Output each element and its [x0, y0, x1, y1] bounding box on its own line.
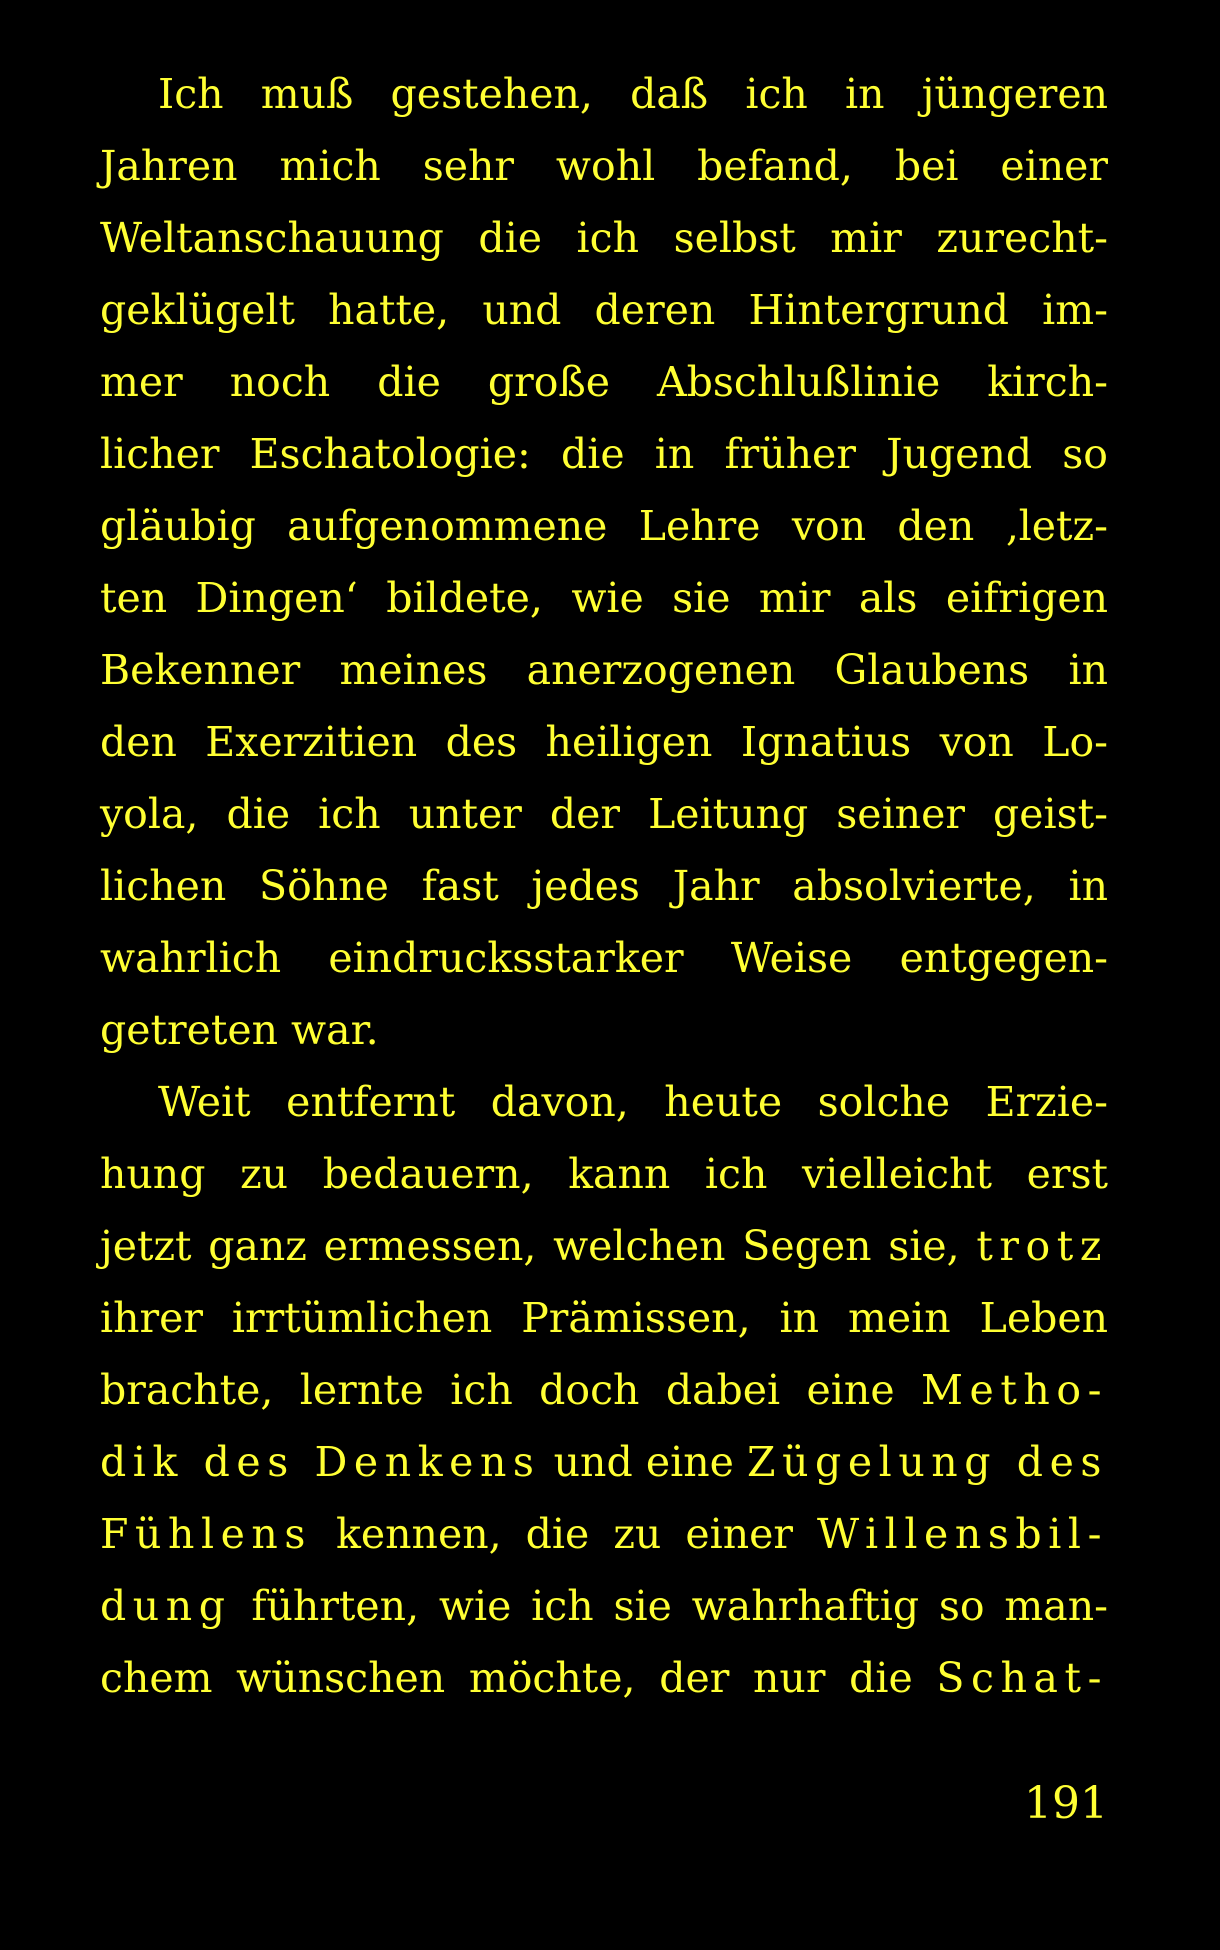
text-block	[100, 58, 1108, 1714]
emphasized-text: Schat-	[936, 1654, 1108, 1702]
text-segment: brachte, lernte ich doch dabei eine	[100, 1366, 921, 1414]
text-segment: kennen, die zu einer	[312, 1510, 818, 1558]
emphasized-text: Metho-	[920, 1366, 1108, 1414]
text-line: wahrlich eindrucksstarker Weise entgegen-	[100, 934, 1108, 982]
text-line: lichen Söhne fast jedes Jahr absolvierte, in	[100, 862, 1108, 910]
text-line	[100, 1354, 1108, 1426]
text-segment: chem wünschen möchte, der nur die	[100, 1654, 937, 1702]
text-line: ten Dingen‘ bildete, wie sie mir als eifrigen	[100, 574, 1108, 622]
text-line: mer noch die große Abschlußlinie kirch-	[100, 358, 1108, 406]
text-segment: führten, wie ich sie wahrhaftig so man-	[231, 1582, 1108, 1630]
text-line: Weltanschauung die ich selbst mir zurecht-	[100, 214, 1108, 262]
text-line: Bekenner meines anerzogenen Glaubens in	[100, 646, 1108, 694]
emphasized-text: Fühlens	[100, 1510, 313, 1558]
text-segment: jetzt ganz ermessen, welchen Segen sie,	[100, 1222, 977, 1270]
text-line: yola, die ich unter der Leitung seiner geist-	[100, 790, 1108, 838]
text-line: Weit entfernt davon, heute solche Erzie-	[158, 1078, 1108, 1126]
text-line: Ich muß gestehen, daß ich in jüngeren	[158, 70, 1108, 118]
emphasized-text: dung	[100, 1582, 232, 1630]
text-line: ihrer irrtümlichen Prämissen, in mein Leben	[100, 1294, 1108, 1342]
text-line	[100, 1570, 1108, 1642]
text-line	[100, 1642, 1108, 1714]
text-segment: und eine	[540, 1438, 748, 1486]
emphasized-text: trotz	[976, 1222, 1108, 1270]
page-number: 191	[1024, 1778, 1108, 1829]
text-line: hung zu bedauern, kann ich vielleicht erst	[100, 1150, 1108, 1198]
text-line	[100, 1210, 1108, 1282]
emphasized-text: Willensbil-	[817, 1510, 1108, 1558]
text-line: geklügelt hatte, und deren Hintergrund im-	[100, 286, 1108, 334]
text-line	[100, 1498, 1108, 1570]
text-line: Jahren mich sehr wohl befand, bei einer	[100, 142, 1108, 190]
text-line: getreten war.	[100, 1006, 379, 1054]
emphasized-text: Zügelung des	[747, 1438, 1108, 1486]
text-line: licher Eschatologie: die in früher Jugend so	[100, 430, 1108, 478]
text-line: gläubig aufgenommene Lehre von den ‚letz-	[100, 502, 1108, 550]
text-line	[100, 1426, 1108, 1498]
emphasized-text: dik des Denkens	[100, 1438, 541, 1486]
text-line: den Exerzitien des heiligen Ignatius von Lo-	[100, 718, 1108, 766]
